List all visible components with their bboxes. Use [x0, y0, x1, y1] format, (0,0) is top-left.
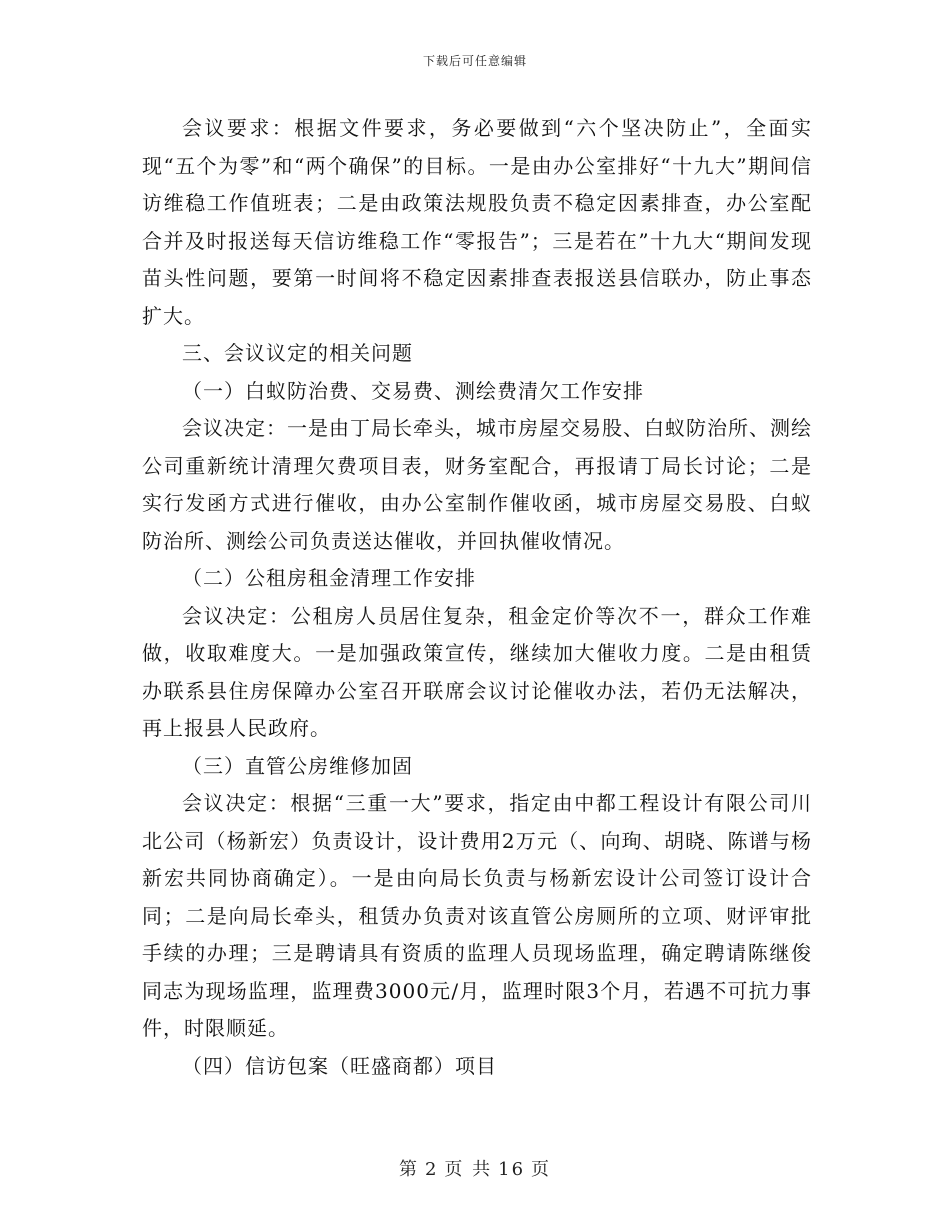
- paragraph-meeting-requirements: 会议要求：根据文件要求，务必要做到“六个坚决防止”，全面实现“五个为零”和“两个确保”的目标。一是由办公室排好“十九大”期间信访维稳工作值班表；二是由政策法规股负责不稳定因素排查，办公室配合并及时报送每天信访维稳工作“零报告”；三是若在”十九大“期间发现苗头性问题，要第一时间将不稳定因素排查表报送县信联办，防止事态扩大。: [142, 116, 812, 328]
- page-footer: [0, 1155, 950, 1181]
- subheading-4: （四）信访包案（旺盛商都）项目: [182, 1053, 497, 1078]
- page-header-note: 下载后可任意编辑: [422, 54, 527, 68]
- paragraph-decision-3: 会议决定：根据“三重一大”要求，指定由中都工程设计有限公司川北公司（杨新宏）负责设计，设计费用2万元（、向珣、胡晓、陈谱与杨新宏共同协商确定）。一是由向局长负责与杨新宏设计公司签订设计合同；二是向局长牵头，租赁办负责对该直管公房厕所的立项、财评审批手续的办理；三是聘请具有资质的监理人员现场监理，确定聘请陈继俊同志为现场监理，监理费3000元/月，监理时限3个月，若遇不可抗力事件，时限顺延。: [142, 791, 812, 1040]
- document-body: [142, 110, 812, 1085]
- paragraph-decision-1: 会议决定：一是由丁局长牵头，城市房屋交易股、白蚁防治所、测绘公司重新统计清理欠费项目表，财务室配合，再报请丁局长讨论；二是实行发函方式进行催收，由办公室制作催收函，城市房屋交易股、白蚁防治所、测绘公司负责送达催收，并回执催收情况。: [142, 416, 812, 553]
- footer-page-number: 2: [424, 1159, 439, 1180]
- footer-suffix: 页: [531, 1159, 552, 1180]
- footer-middle: 页 共: [444, 1159, 493, 1180]
- subheading-3: （三）直管公房维修加固: [182, 753, 413, 778]
- paragraph-decision-2: 会议决定：公租房人员居住复杂，租金定价等次不一，群众工作难做，收取难度大。一是加强政策宣传，继续加大催收力度。二是由租赁办联系县住房保障办公室召开联席会议讨论催收办法，若仍无法解决，再上报县人民政府。: [142, 603, 812, 740]
- section-heading-3: 三、会议议定的相关问题: [182, 341, 413, 365]
- subheading-1: （一）白蚁防治费、交易费、测绘费清欠工作安排: [182, 378, 644, 403]
- subheading-2: （二）公租房租金清理工作安排: [182, 566, 476, 590]
- footer-total-pages: 16: [498, 1159, 526, 1180]
- footer-prefix: 第: [398, 1159, 419, 1180]
